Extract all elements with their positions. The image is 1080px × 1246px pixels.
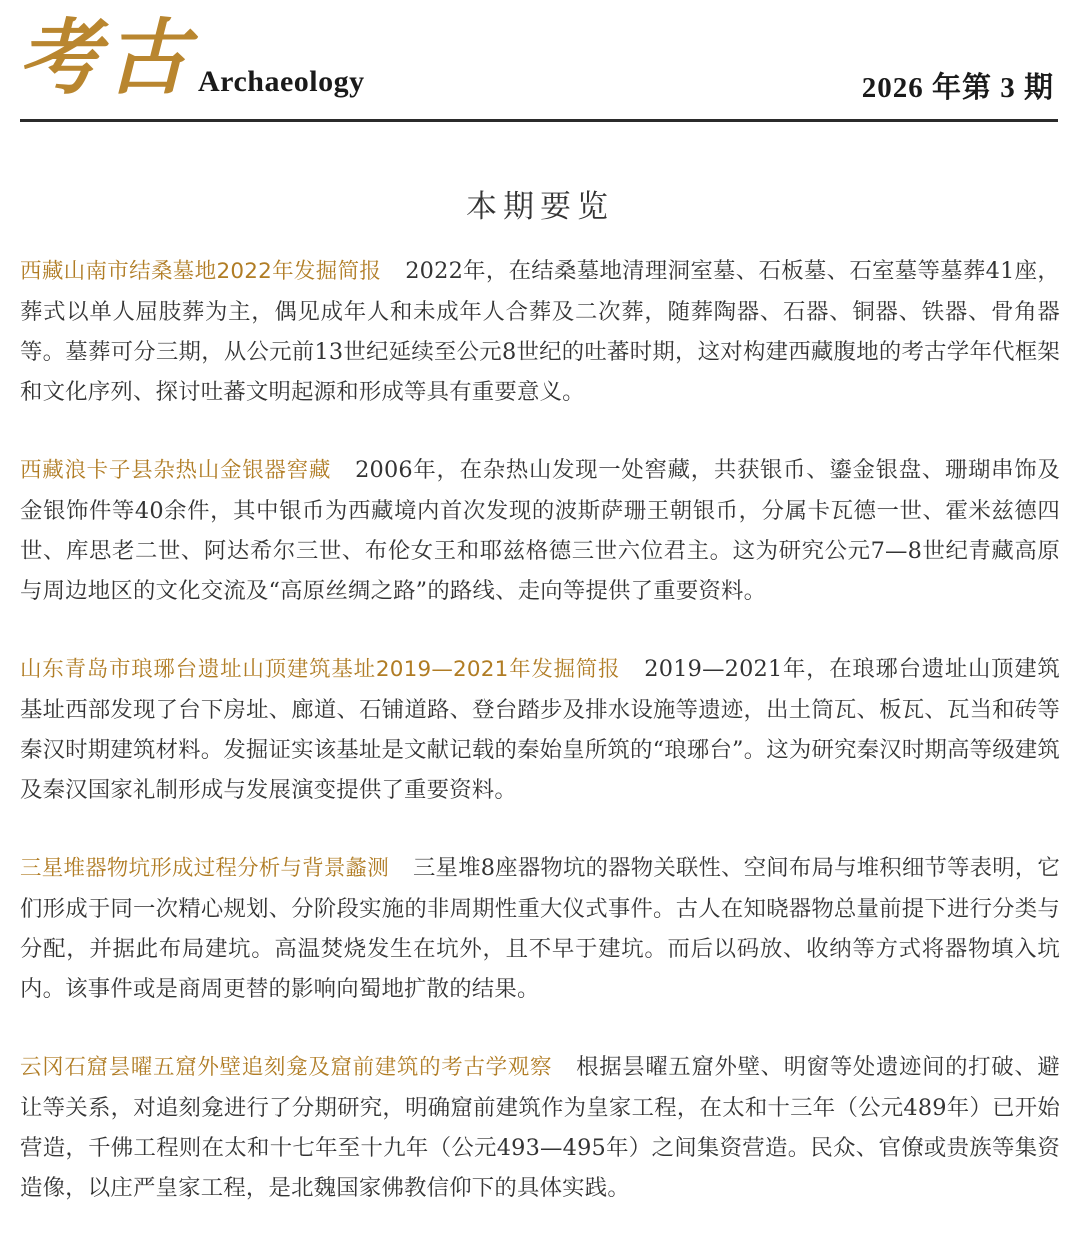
article-title[interactable]: 山东青岛市琅琊台遗址山顶建筑基址2019—2021年发掘简报 bbox=[20, 657, 621, 682]
article-summary bbox=[20, 1047, 1060, 1208]
article-body: 2022年，在结桑墓地清理洞室墓、石板墓、石室墓等墓葬41座，葬式以单人屈肢葬为主，偶见成年人和未成年人合葬及二次葬，随葬陶器、石器、铜器、铁器、骨角器等。墓葬可分三期，从公元前13世纪延续至公元8世纪的吐蕃时期，这对构建西藏腹地的考古学年代框架和文化序列、探讨吐蕃文明起源和形成等具有重要意义。 bbox=[20, 258, 1060, 405]
masthead bbox=[0, 0, 1080, 124]
journal-english-name: Archaeology bbox=[198, 65, 365, 98]
article-body: 2006年，在杂热山发现一处窖藏，共获银币、鎏金银盘、珊瑚串饰及金银饰件等40余件，其中银币为西藏境内首次发现的波斯萨珊王朝银币，分属卡瓦德一世、霍米兹德四世、库思老二世、阿达希尔三世、布伦女王和耶兹格德三世六位君主。这为研究公元7—8世纪青藏高原与周边地区的文化交流及“高原丝绸之路”的路线、走向等提供了重要资料。 bbox=[20, 457, 1060, 604]
article-summary bbox=[20, 450, 1060, 611]
article-title[interactable]: 西藏浪卡子县杂热山金银器窖藏 bbox=[20, 458, 332, 483]
article-summary bbox=[20, 649, 1060, 810]
article-body: 2019—2021年，在琅琊台遗址山顶建筑基址西部发现了台下房址、廊道、石铺道路、登台踏步及排水设施等遗迹，出土筒瓦、板瓦、瓦当和砖等秦汉时期建筑材料。发掘证实该基址是文献记载的秦始皇所筑的“琅琊台”。这为研究秦汉时期高等级建筑及秦汉国家礼制形成与发展演变提供了重要资料。 bbox=[20, 656, 1061, 803]
issue-number: 2026 年第 3 期 bbox=[861, 72, 1054, 104]
article-title[interactable]: 云冈石窟昙曜五窟外壁追刻龛及窟前建筑的考古学观察 bbox=[20, 1055, 553, 1080]
section-title: 本期要览 bbox=[466, 189, 614, 225]
header-divider bbox=[20, 119, 1058, 122]
article-summary bbox=[20, 251, 1060, 412]
article-body: 根据昙曜五窟外壁、明窗等处遗迹间的打破、避让等关系，对追刻龛进行了分期研究，明确窟前建筑作为皇家工程，在太和十三年（公元489年）已开始营造，千佛工程则在太和十七年至十九年（公元493—495年）之间集资营造。民众、官僚或贵族等集资造像，以庄严皇家工程，是北魏国家佛教信仰下的具体实践。 bbox=[20, 1054, 1060, 1201]
article-title[interactable]: 西藏山南市结桑墓地2022年发掘简报 bbox=[20, 259, 382, 284]
article-list bbox=[20, 251, 1060, 1246]
journal-logo: 考古 bbox=[18, 10, 194, 106]
article-body: 三星堆8座器物坑的器物关联性、空间布局与堆积细节等表明，它们形成于同一次精心规划、分阶段实施的非周期性重大仪式事件。古人在知晓器物总量前提下进行分类与分配，并据此布局建坑。高温焚烧发生在坑外，且不早于建坑。而后以码放、收纳等方式将器物填入坑内。该事件或是商周更替的影响向蜀地扩散的结果。 bbox=[20, 855, 1061, 1002]
article-summary bbox=[20, 848, 1060, 1009]
article-title[interactable]: 三星堆器物坑形成过程分析与背景蠡测 bbox=[20, 856, 389, 881]
